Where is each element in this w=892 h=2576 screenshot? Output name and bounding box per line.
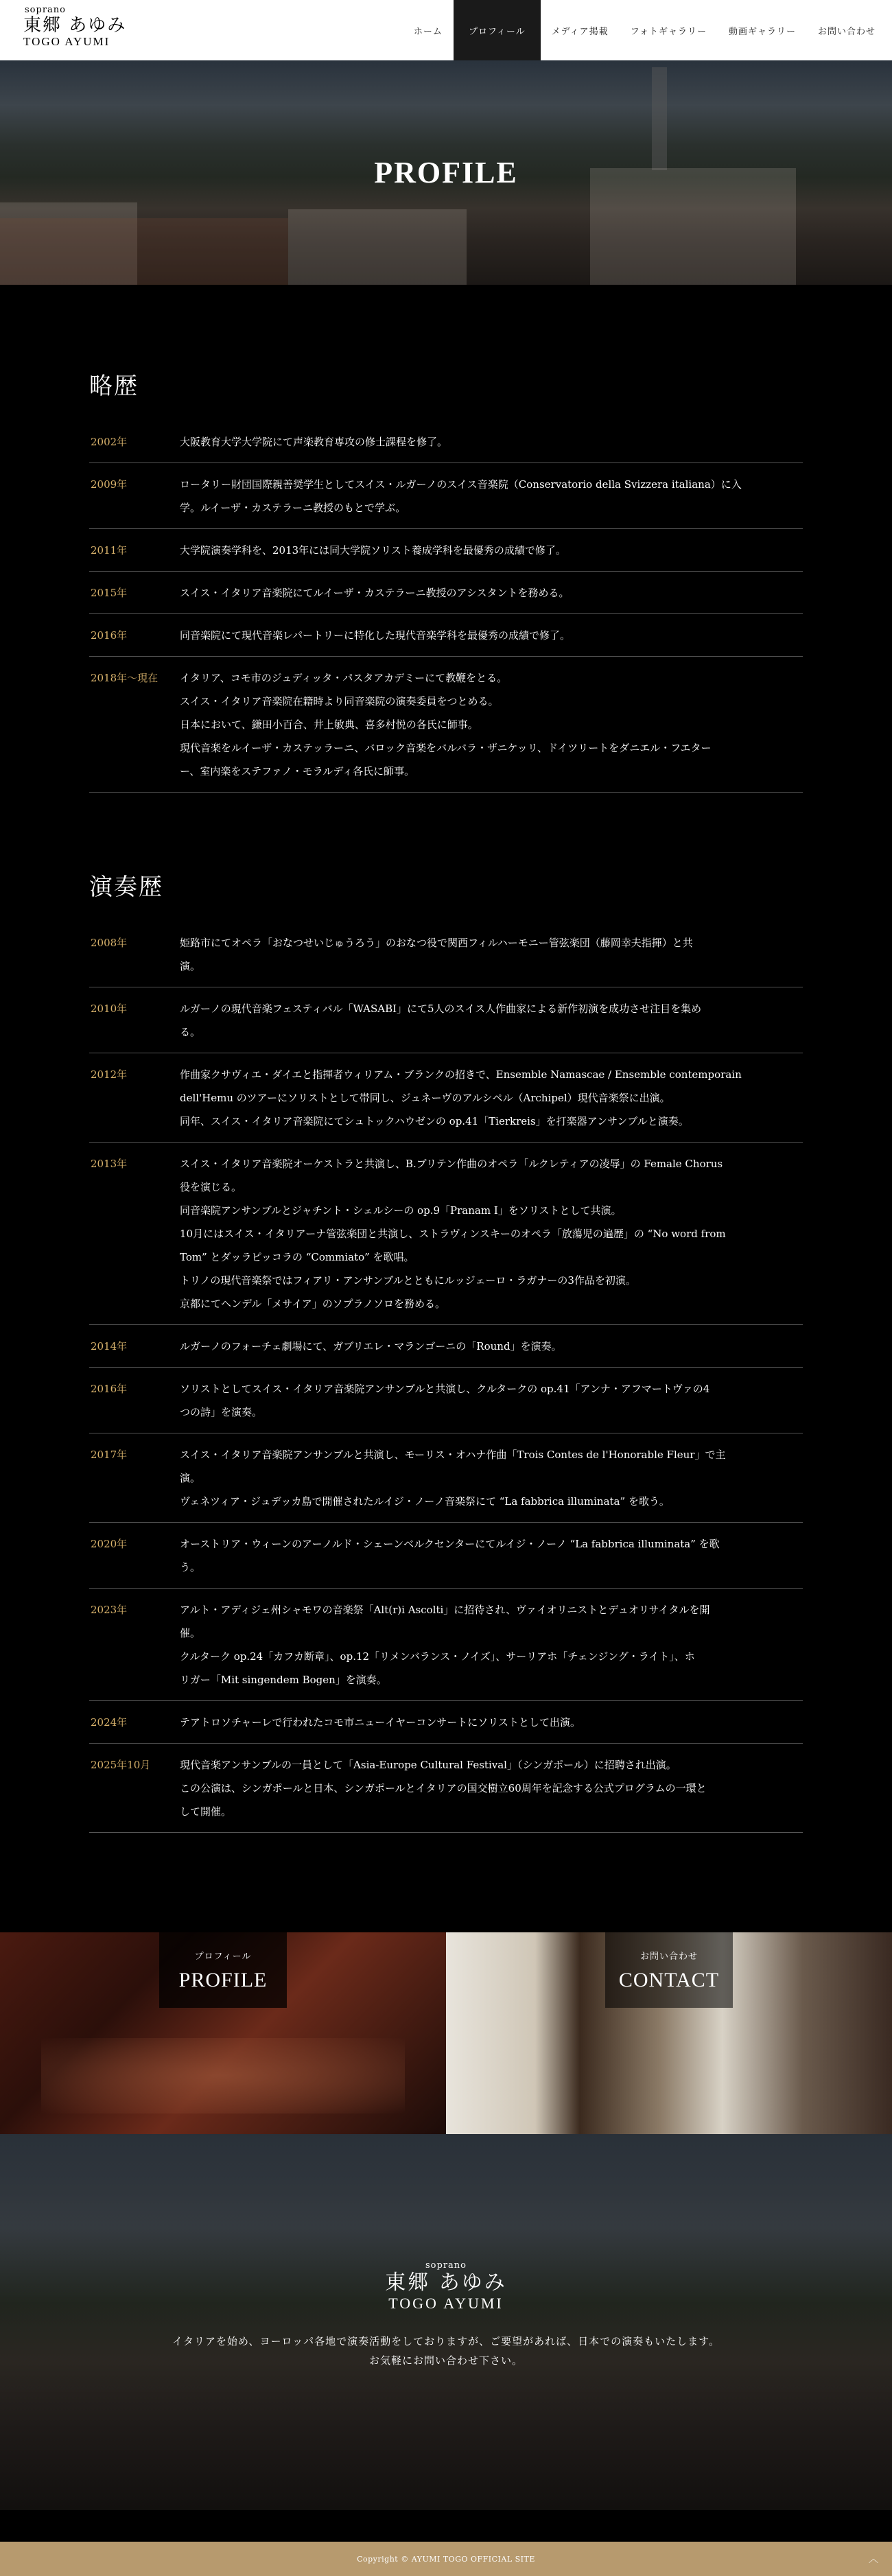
performance-description [180,1152,803,1315]
biography-year: 2016年 [91,629,128,642]
performance-description-line: 演。 [180,960,201,972]
performance-description [180,1335,803,1358]
performance-year: 2013年 [91,1158,128,1170]
biography-description [180,581,803,605]
footer-message-line: お気軽にお問い合わせ下さい。 [368,2354,523,2367]
biography-row [89,421,803,463]
biography-year: 2015年 [91,587,128,599]
logo-name-en: TOGO AYUMI [23,35,110,48]
biography-row [89,463,803,529]
performance-description-line: 同音楽院アンサンブルとジャチント・シェルシーの op.9「Pranam I」をソリストとして共演。 [180,1204,622,1217]
hero-banner [0,60,892,285]
performance-year: 2014年 [91,1340,128,1353]
performance-row [89,1701,803,1744]
biography-description-line: ー、室内楽をステファノ・モラルディ各氏に師事。 [180,765,415,777]
biography-description-line: スイス・イタリア音楽院にてルイーザ・カステラーニ教授のアシスタントを務める。 [180,587,570,599]
roof-shape [0,218,288,285]
performance-timeline [89,921,803,1833]
biography-row [89,614,803,657]
performance-description [180,1598,803,1691]
performance-section [89,868,803,1833]
footer-logo-subtitle: soprano [425,2260,467,2271]
performance-description-line: この公演は、シンガポールと日本、シンガポールとイタリアの国交樹立60周年を記念する公式プログラムの一環と [180,1782,707,1794]
performance-description-line: Tom” とダッラピッコラの “Commiato” を歌唱。 [180,1251,414,1263]
performance-description-line: ソリストとしてスイス・イタリア音楽院アンサンブルと共演し、クルタークの op.41「アンナ・アフマートヴァの4 [180,1383,710,1395]
biography-year: 2002年 [91,436,128,448]
biography-year: 2018年～現在 [91,672,159,684]
performance-row [89,1433,803,1523]
performance-year: 2020年 [91,1538,128,1550]
performance-description-line: 姫路市にてオペラ「おなつせいじゅうろう」のおなつ役で関西フィルハーモニー管弦楽団（藤岡幸夫指揮）と共 [180,937,693,949]
link-cards [0,1932,892,2134]
biography-description [180,666,803,783]
profile-link-card[interactable] [0,1932,446,2134]
biography-description [180,624,803,647]
nav-photo-gallery[interactable]: フォトギャラリー [630,26,707,37]
performance-description-line: リガー「Mit singendem Bogen」を演奏。 [180,1674,387,1686]
performance-description-line: 現代音楽アンサンブルの一員として「Asia-Europe Cultural Festival」（シンガポール）に招聘され出演。 [180,1759,677,1771]
performance-description [180,1753,803,1823]
performance-description-line: スイス・イタリア音楽院オーケストラと共演し、B.ブリテン作曲のオペラ「ルクレティアの凌辱」の Female Chorus [180,1158,723,1170]
performance-description-line: 作曲家クサヴィエ・ダイエと指揮者ウィリアム・ブランクの招きで、Ensemble Namascae / Ensemble contemporain [180,1068,742,1081]
nav-video-gallery[interactable]: 動画ギャラリー [728,26,796,37]
biography-year: 2011年 [91,544,128,557]
biography-description [180,539,803,562]
performance-year: 2008年 [91,937,128,949]
performance-description-line: る。 [180,1026,201,1038]
footer-message-line: イタリアを始め、ヨーロッパ各地で演奏活動をしておりますが、ご要望があれば、日本での演奏もいたします。 [172,2335,720,2347]
biography-description-line: イタリア、コモ市のジュディッタ・パスタアカデミーにて教鞭をとる。 [180,672,508,684]
performance-description [180,1443,803,1513]
logo-subtitle: soprano [25,5,66,15]
nav-home[interactable]: ホーム [413,26,443,37]
performance-row [89,1589,803,1701]
performance-row [89,1053,803,1143]
footer-banner [0,2134,892,2510]
performance-description-line: して開催。 [180,1805,232,1818]
performance-description [180,931,803,978]
performance-description-line: ヴェネツィア・ジュデッカ島で開催されたルイジ・ノーノ音楽祭にて “La fabbrica illuminata” を歌う。 [180,1495,670,1508]
profile-content [89,285,803,1833]
site-header [0,0,892,60]
site-footer [0,2134,892,2576]
performance-description [180,1711,803,1734]
performance-row [89,1143,803,1325]
site-logo[interactable] [0,0,126,60]
contact-card-label-en: CONTACT [618,1968,720,1991]
performance-description-line: dell'Hemu のツアーにソリストとして帯同し、ジュネーヴのアルシペル（Archipel）現代音楽祭に出演。 [180,1092,670,1104]
performance-row [89,1744,803,1833]
biography-description-line: 同音楽院にて現代音楽レパートリーに特化した現代音楽学科を最優秀の成績で修了。 [180,629,570,642]
performance-description-line: ルガーノのフォーチェ劇場にて、ガブリエレ・マランゴーニの「Round」を演奏。 [180,1340,562,1353]
performance-description-line: トリノの現代音楽祭ではフィアリ・アンサンブルとともにルッジェーロ・ラガナーの3作品を初演。 [180,1274,636,1287]
main-nav [403,0,892,60]
footer-logo[interactable] [385,2261,507,2311]
performance-year: 2010年 [91,1003,128,1015]
performance-year: 2023年 [91,1604,128,1616]
performance-description-line: 京都にてヘンデル「メサイア」のソプラノソロを務める。 [180,1298,446,1310]
biography-title: 略歴 [89,373,139,400]
biography-description-line: 日本において、鎌田小百合、井上敏典、喜多村悦の各氏に師事。 [180,718,478,731]
profile-card-label-jp: プロフィール [194,1951,252,1962]
orchestra-photo-shape [41,2038,405,2114]
page-title: PROFILE [374,156,518,189]
performance-row [89,987,803,1053]
performance-description-line: う。 [180,1561,201,1573]
performance-year: 2017年 [91,1449,128,1461]
biography-description-line: 学。ルイーザ・カステラーニ教授のもとで学ぶ。 [180,502,406,514]
performance-description-line: ルガーノの現代音楽フェスティバル「WASABI」にて5人のスイス人作曲家による新作初演を成功させ注目を集め [180,1003,702,1015]
performance-row [89,1368,803,1433]
biography-description-line: 大阪教育大学大学院にて声楽教育専攻の修士課程を修了。 [180,436,448,448]
nav-contact[interactable]: お問い合わせ [817,26,876,37]
performance-row [89,1523,803,1589]
performance-description-line: スイス・イタリア音楽院アンサンブルと共演し、モーリス・オハナ作曲「Trois Contes de l'Honorable Fleur」で主 [180,1449,726,1461]
nav-media[interactable]: メディア掲載 [551,26,609,37]
performance-description [180,1532,803,1579]
footer-logo-name-jp: 東郷 あゆみ [385,2271,507,2295]
biography-section [89,367,803,793]
performance-description-line: テアトロソチャーレで行われたコモ市ニューイヤーコンサートにソリストとして出演。 [180,1716,580,1729]
church-spire-shape [652,67,667,170]
performance-description-line: 10月にはスイス・イタリアーナ管弦楽団と共演し、ストラヴィンスキーのオペラ「放蕩児の遍歴」の “No word from [180,1228,726,1240]
biography-description-line: 大学院演奏学科を、2013年には同大学院ソリスト養成学科を最優秀の成績で修了。 [180,544,566,557]
nav-profile[interactable]: プロフィール [454,0,541,60]
biography-description [180,473,803,519]
performance-description [180,997,803,1044]
contact-link-card[interactable] [446,1932,892,2134]
performance-row [89,922,803,987]
performance-description-line: 同年、スイス・イタリア音楽院にてシュトックハウゼンの op.41「Tierkreis」を打楽器アンサンブルと演奏。 [180,1115,689,1127]
chevron-up-icon[interactable]: ︿ [869,2554,878,2565]
performance-description-line: 役を演じる。 [180,1181,242,1193]
building-shape [590,168,796,285]
building-shape [288,209,467,285]
biography-row [89,657,803,793]
biography-description-line: ロータリー財団国際親善奨学生としてスイス・ルガーノのスイス音楽院（Conservatorio della Svizzera italiana）に入 [180,478,742,491]
contact-card-label-jp: お問い合わせ [639,1951,698,1962]
profile-card-overlay [159,1932,287,2008]
biography-description-line: スイス・イタリア音楽院在籍時より同音楽院の演奏委員をつとめる。 [180,695,499,707]
logo-name-jp: 東郷 あゆみ [23,15,127,36]
biography-description [180,430,803,454]
biography-timeline [89,420,803,793]
performance-description-line: 催。 [180,1627,201,1639]
contact-card-overlay [605,1932,733,2008]
copyright-text: Copyright © AYUMI TOGO OFFICIAL SITE [357,2554,535,2564]
biography-row [89,529,803,572]
biography-description-line: 現代音楽をルイーザ・カステッラーニ、バロック音楽をバルバラ・ザニケッリ、ドイツリートをダニエル・フエター [180,742,712,754]
performance-description-line: アルト・アディジェ州シャモワの音楽祭「Alt(r)i Ascolti」に招待され、ヴァイオリニストとデュオリサイタルを開 [180,1604,710,1616]
performance-description-line: オーストリア・ウィーンのアーノルド・シェーンベルクセンターにてルイジ・ノーノ “La fabbrica illuminata” を歌 [180,1538,720,1550]
profile-card-label-en: PROFILE [178,1968,268,1991]
performance-description [180,1377,803,1424]
performance-description-line: つの詩」を演奏。 [180,1406,263,1418]
biography-year: 2009年 [91,478,128,491]
performance-description-line: 演。 [180,1472,201,1484]
performance-description-line: クルターク op.24「カフカ断章」、op.12「リメンバランス・ノイズ」、サーリアホ「チェンジング・ライト」、ホ [180,1650,695,1663]
biography-row [89,572,803,614]
performance-year: 2024年 [91,1716,128,1729]
performance-year: 2016年 [91,1383,128,1395]
footer-message [172,2332,720,2370]
performance-row [89,1325,803,1368]
footer-logo-name-en: TOGO AYUMI [388,2295,504,2312]
performance-year: 2012年 [91,1068,128,1081]
performance-year: 2025年10月 [91,1759,151,1771]
performance-title: 演奏歴 [89,874,163,901]
copyright-bar [0,2542,892,2576]
performance-description [180,1063,803,1133]
